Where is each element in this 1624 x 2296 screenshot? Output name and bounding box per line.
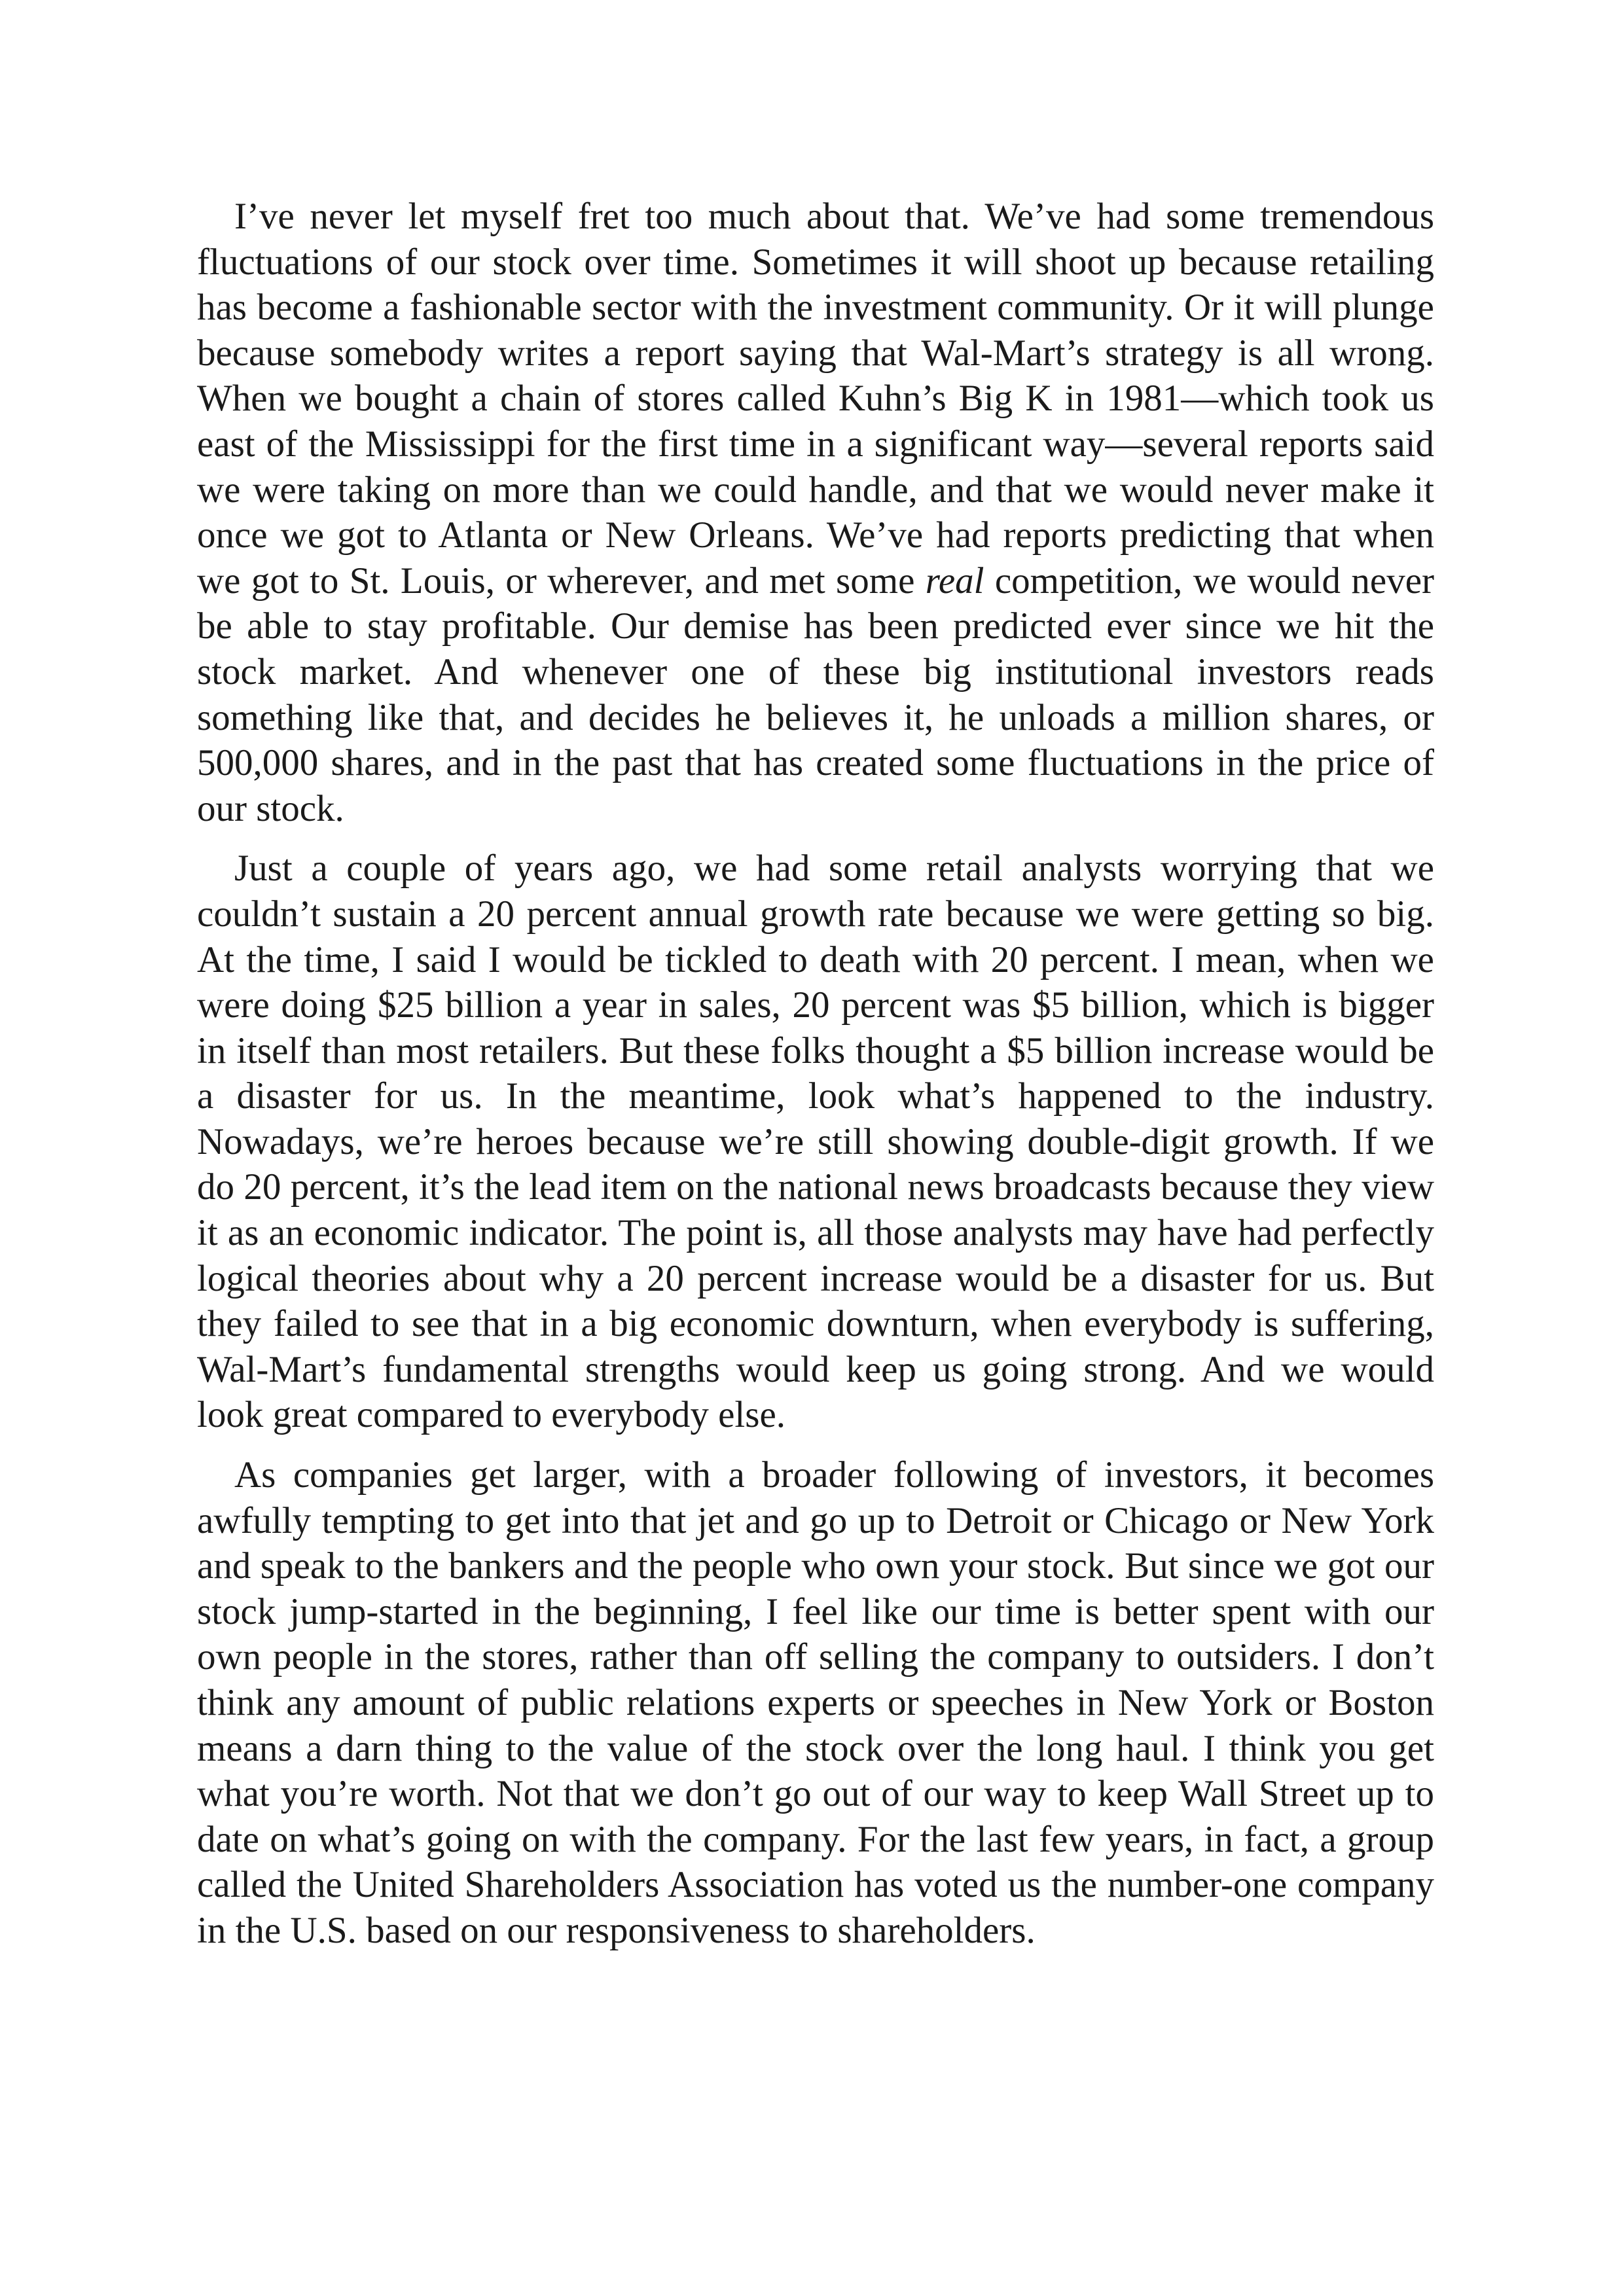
paragraph-1-emphasis: real	[925, 560, 984, 601]
paragraph-1-text-after: competition, we would never be able to stay profitable. Our demise has been predicted ever since we hit the stock market. And whenever one of these big institutional investors reads something like that, and decides he believes it, he unloads a million shares, or 500,000 shares, and in the past that has created some fluctuations in the price of our stock.	[197, 560, 1434, 829]
paragraph-3: As companies get larger, with a broader following of investors, it becomes awfully tempting to get into that jet and go up to Detroit or Chicago or New York and speak to the bankers and the people who own your stock. But since we got our stock jump-started in the beginning, I feel like our time is better spent with our own people in the stores, rather than off selling the company to outsiders. I don’t think any amount of public relations experts or speeches in New York or Boston means a darn thing to the value of the stock over the long haul. I think you get what you’re worth. Not that we don’t go out of our way to keep Wall Street up to date on what’s going on with the company. For the last few years, in fact, a group called the United Shareholders Association has voted us the number-one company in the U.S. based on our responsiveness to shareholders.	[197, 1454, 1434, 1951]
page-body	[197, 194, 1434, 1968]
paragraph-1	[197, 194, 1434, 831]
paragraph-1-text-before: I’ve never let myself fret too much about that. We’ve had some tremendous fluctuations of our stock over time. Sometimes it will shoot up because retailing has become a fashionable sector with the investment community. Or it will plunge because somebody writes a report saying that Wal-Mart’s strategy is all wrong. When we bought a chain of stores called Kuhn’s Big K in 1981—which took us east of the Mississippi for the first time in a significant way—several reports said we were taking on more than we could handle, and that we would never make it once we got to Atlanta or New Orleans. We’ve had reports predicting that when we got to St. Louis, or wherever, and met some	[197, 196, 1434, 601]
paragraph-2: Just a couple of years ago, we had some retail analysts worrying that we couldn’t sustain a 20 percent annual growth rate because we were getting so big. At the time, I said I would be tickled to death with 20 percent. I mean, when we were doing $25 billion a year in sales, 20 percent was $5 billion, which is bigger in itself than most retailers. But these folks thought a $5 billion increase would be a disaster for us. In the meantime, look what’s happened to the industry. Nowadays, we’re heroes because we’re still showing double-digit growth. If we do 20 percent, it’s the lead item on the national news broadcasts because they view it as an economic indicator. The point is, all those analysts may have had perfectly logical theories about why a 20 percent increase would be a disaster for us. But they failed to see that in a big economic downturn, when everybody is suffering, Wal-Mart’s fundamental strengths would keep us going strong. And we would look great compared to everybody else.	[197, 848, 1434, 1436]
